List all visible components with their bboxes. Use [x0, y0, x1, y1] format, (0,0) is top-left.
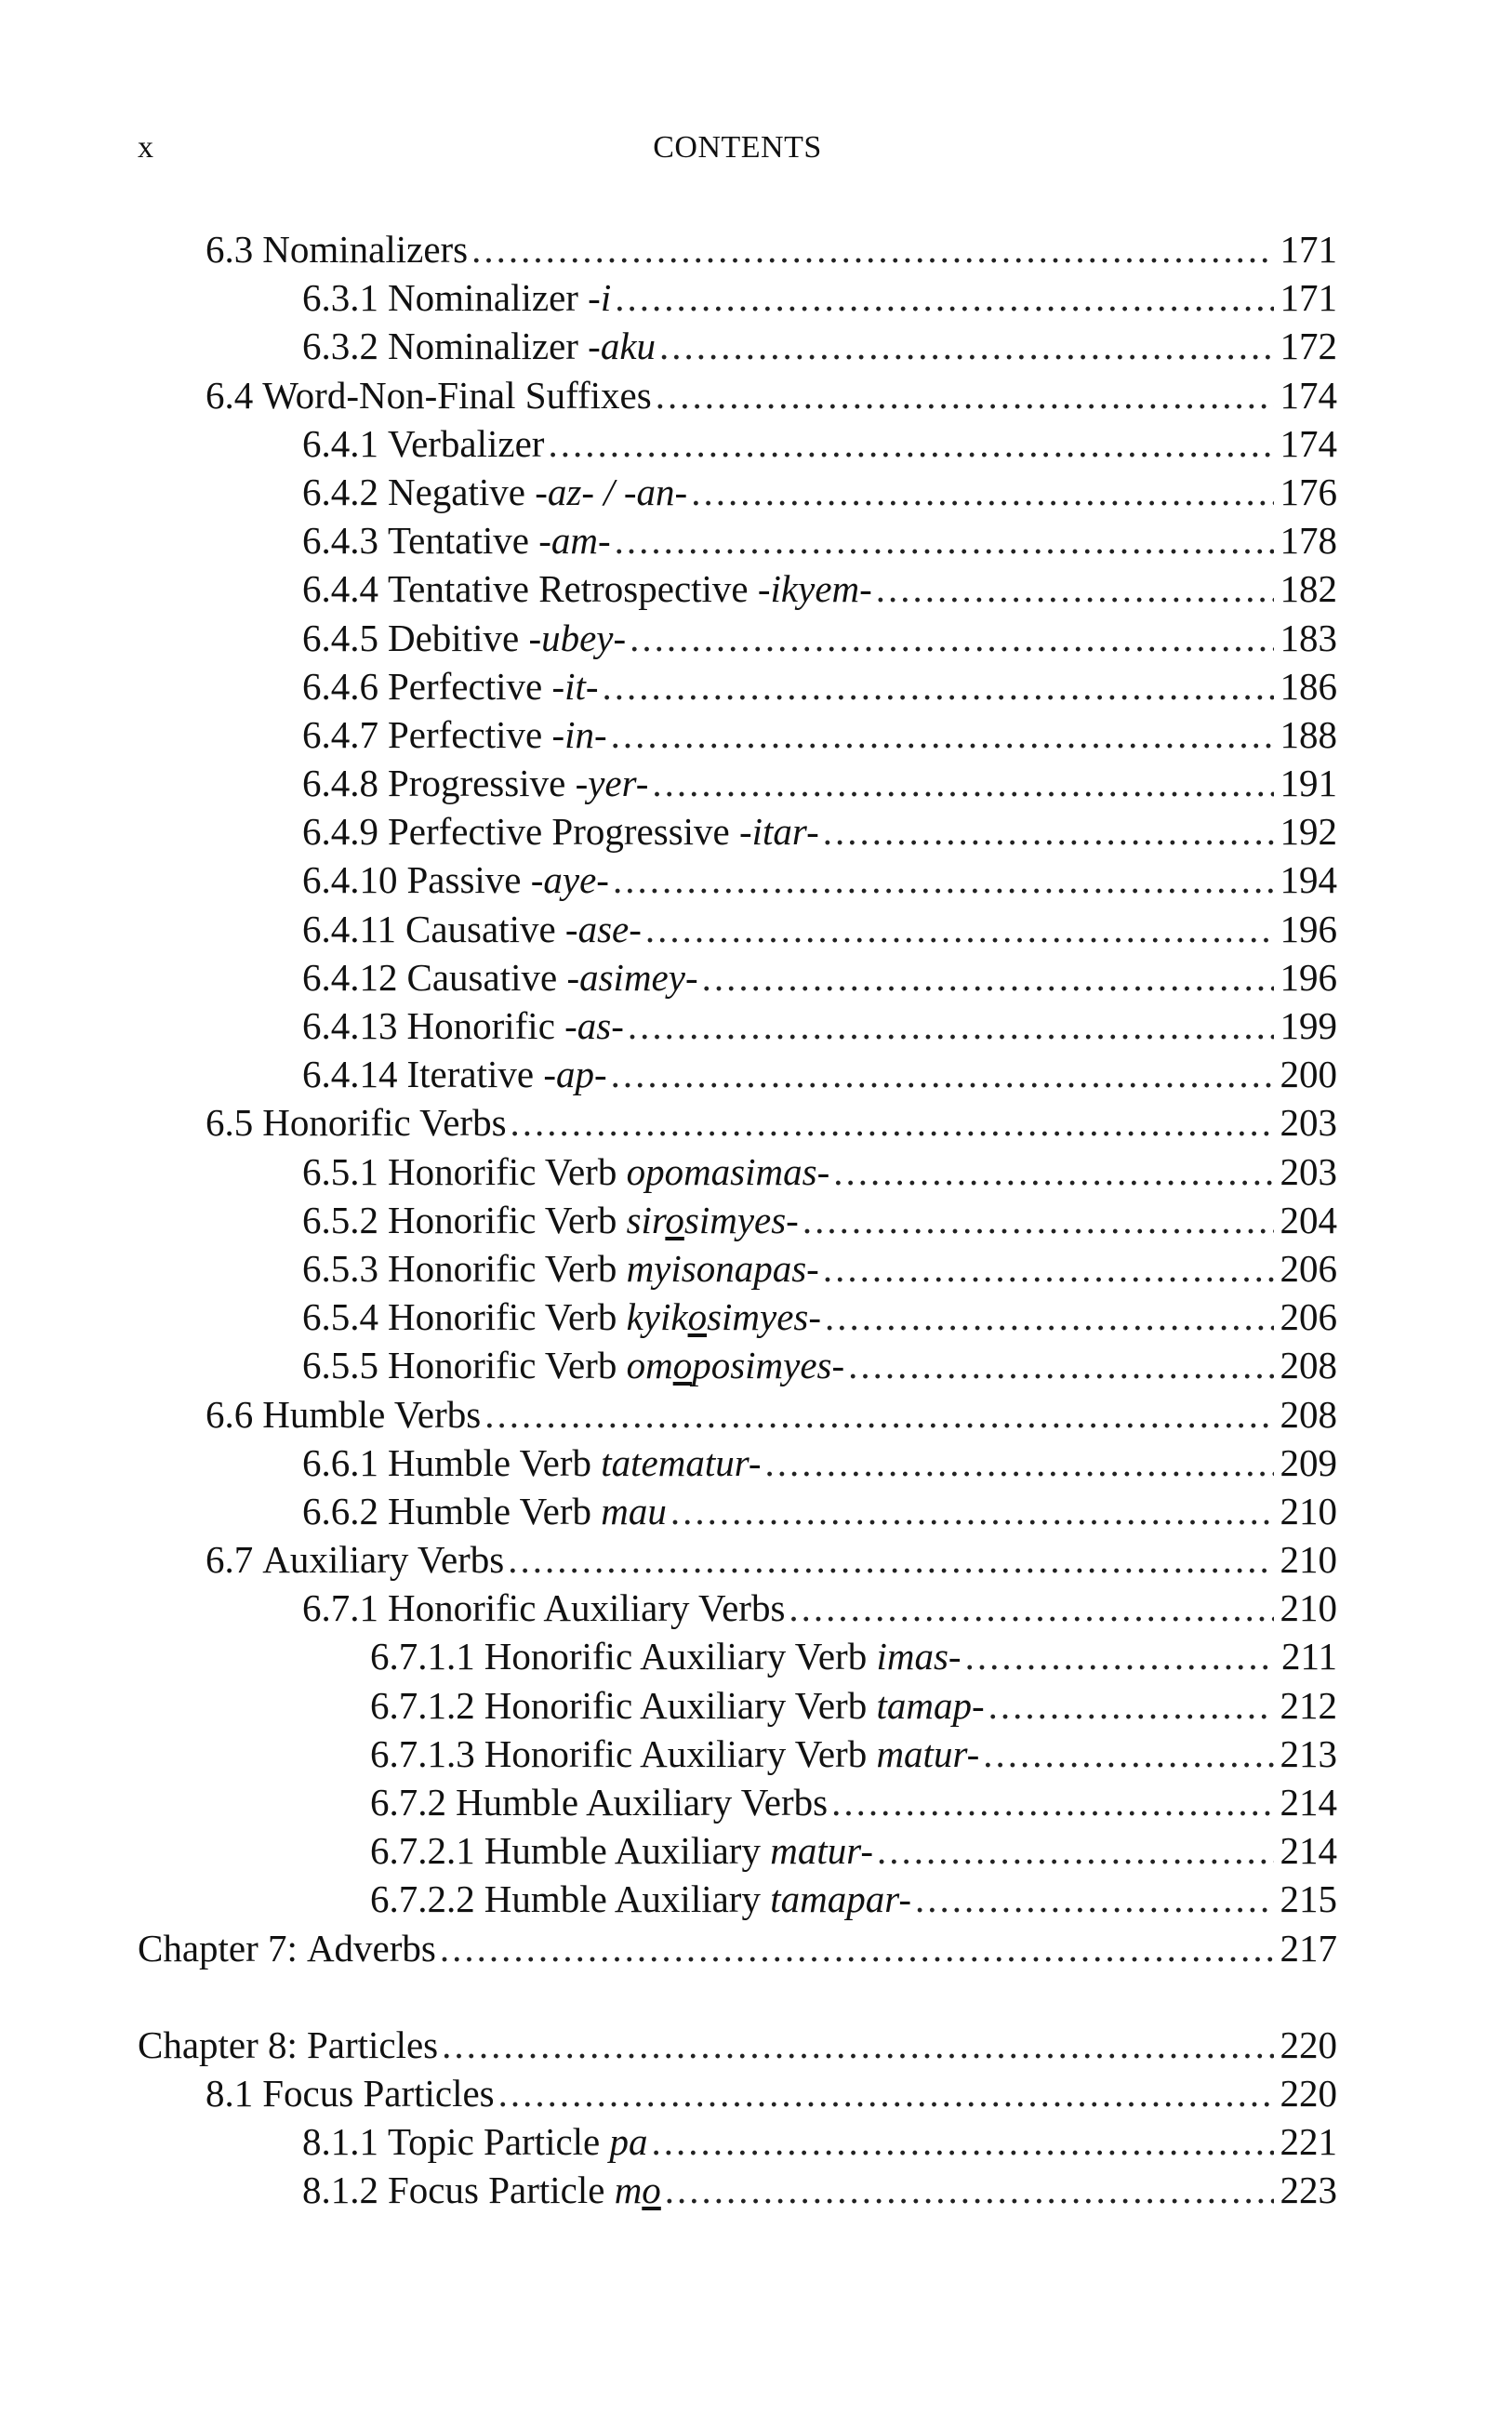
toc-entry-page: 214: [1280, 1781, 1337, 1824]
toc-entry-page: 172: [1280, 325, 1337, 368]
toc-entry-page: 174: [1280, 373, 1337, 417]
toc-entry-term-part: simyes-: [683, 1198, 799, 1241]
toc-entry-title: [206, 2071, 495, 2116]
toc-entry-page: 220: [1280, 2023, 1337, 2066]
dot-leader: [611, 1052, 1274, 1096]
toc-entry: [138, 421, 1337, 470]
toc-entry-title: [302, 1246, 819, 1291]
toc-entry-term-part: posimyes-: [692, 1344, 845, 1387]
toc-entry-page: 203: [1280, 1101, 1337, 1145]
toc-entry: [138, 470, 1337, 518]
toc-entry-text: Causative: [406, 955, 558, 999]
toc-entry: [138, 1343, 1337, 1391]
toc-entry-number: 6.7.1.3: [370, 1731, 475, 1775]
dot-leader: [877, 1828, 1274, 1873]
toc-entry-number: 8.1.2: [302, 2169, 378, 2212]
toc-entry-title: [302, 421, 544, 466]
toc-entry-text: Tentative Retrospective: [388, 567, 749, 611]
toc-entry: [138, 955, 1337, 1003]
toc-entry-page: 223: [1280, 2169, 1337, 2212]
toc-entry-text: Nominalizer: [388, 276, 578, 320]
toc-entry-text: Honorific Verb: [388, 1295, 617, 1339]
toc-entry-term: matur-: [876, 1731, 980, 1775]
toc-entry-number: 6.7.1.1: [370, 1635, 475, 1678]
toc-entry: [138, 1440, 1337, 1489]
toc-entry: [138, 809, 1337, 857]
toc-entry-title: [370, 1634, 962, 1678]
dot-leader: [615, 518, 1274, 563]
toc-entry-title: [302, 1003, 624, 1048]
toc-entry: [138, 712, 1337, 761]
dot-leader: [789, 1585, 1274, 1630]
toc-entry-text: Honorific Verb: [388, 1198, 617, 1241]
toc-entry-number: 6.7.2.1: [370, 1829, 475, 1873]
toc-entry-term: -aye-: [530, 858, 609, 902]
toc-entry-title: [302, 518, 611, 563]
toc-entry-number: 6.5.1: [302, 1149, 378, 1193]
toc-entry-text: Auxiliary Verbs: [262, 1538, 505, 1582]
toc-entry: [138, 324, 1337, 372]
toc-entry: [138, 275, 1337, 324]
toc-entry-number: 6.6.2: [302, 1489, 378, 1532]
dot-leader: [823, 809, 1274, 854]
toc-entry-text: Honorific Auxiliary Verb: [484, 1683, 868, 1727]
toc-entry-title: [302, 664, 599, 709]
toc-entry-title: [206, 1100, 507, 1145]
toc-entry-number: 6.7.2.2: [370, 1877, 475, 1921]
dot-leader: [831, 1780, 1274, 1824]
toc-entry-page: 196: [1280, 955, 1337, 999]
toc-entry: [138, 1537, 1337, 1585]
toc-entry-term-part: kyik: [626, 1295, 688, 1339]
toc-entry: [138, 1052, 1337, 1100]
dot-leader: [656, 373, 1274, 418]
toc-entry: [138, 2023, 1337, 2071]
toc-entry-page: 208: [1280, 1392, 1337, 1436]
toc-entry-term-part: o: [672, 1344, 693, 1387]
toc-entry-text: Honorific Auxiliary Verbs: [388, 1586, 786, 1630]
dot-leader: [823, 1246, 1274, 1291]
toc-entry-text: Debitive: [388, 616, 520, 659]
toc-entry-term: [627, 1295, 821, 1338]
toc-entry-text: Perfective Progressive: [388, 810, 730, 854]
toc-entry-term-part: o: [687, 1295, 708, 1339]
toc-entry-title: [302, 566, 872, 611]
toc-entry: [138, 373, 1337, 421]
toc-entry-number: 6.4.12: [302, 955, 398, 999]
toc-entry-number: 6.6.1: [302, 1440, 378, 1484]
toc-entry-title: [302, 2119, 648, 2164]
toc-entry-term: -asimey-: [566, 955, 698, 999]
dot-leader: [511, 1100, 1274, 1145]
toc-entry-number: 6.3.1: [302, 276, 378, 320]
toc-entry-term: -am-: [538, 519, 611, 563]
toc-entry-text: Honorific Verbs: [262, 1101, 507, 1145]
toc-entry-title: [302, 907, 642, 951]
toc-entry-text: Humble Auxiliary Verbs: [456, 1781, 829, 1824]
toc-entry: [138, 1877, 1337, 1925]
toc-entry-term-part: om: [626, 1344, 673, 1387]
dot-leader: [915, 1877, 1274, 1921]
toc-entry-page: 186: [1280, 664, 1337, 708]
toc-entry-title: [302, 470, 687, 514]
toc-entry-term: -ikyem-: [757, 567, 872, 611]
toc-entry-number: 6.4.4: [302, 567, 378, 611]
toc-entry-term: opomasimas-: [626, 1149, 830, 1193]
toc-entry-term: matur-: [770, 1829, 874, 1873]
toc-entry-title: [302, 712, 607, 757]
toc-entry-term-part: o: [665, 1198, 684, 1241]
toc-entry-number: 6.4.9: [302, 810, 378, 854]
toc-entry-text: Honorific Verb: [388, 1246, 617, 1290]
toc-entry-page: 211: [1281, 1635, 1337, 1678]
toc-entry-page: 171: [1280, 276, 1337, 320]
toc-entry-number: 6.4.5: [302, 616, 378, 659]
toc-entry-number: 6.4.8: [302, 762, 378, 805]
toc-entry: [138, 1246, 1337, 1294]
toc-entry: [138, 616, 1337, 664]
page-header: [138, 130, 1337, 177]
toc-entry-term-part: m: [614, 2169, 643, 2212]
toc-entry-title: [302, 1440, 762, 1485]
toc-entry-number: 6.7.1.2: [370, 1683, 475, 1727]
toc-entry-term: mau: [601, 1489, 667, 1532]
toc-entry: [138, 857, 1337, 906]
toc-entry-number: 8.1: [206, 2071, 254, 2115]
toc-entry-number: 6.7.1: [302, 1586, 378, 1630]
toc-entry-term: -yer-: [575, 762, 649, 805]
toc-entry-text: Verbalizer: [388, 421, 545, 465]
toc-entry-page: 210: [1280, 1489, 1337, 1532]
toc-entry-page: 217: [1280, 1926, 1337, 1970]
toc-entry-title: [302, 1343, 844, 1387]
toc-entry-page: 178: [1280, 519, 1337, 563]
toc-entry-term: -ap-: [543, 1053, 607, 1096]
dot-leader: [652, 761, 1274, 805]
toc-entry-text: Perfective: [388, 712, 543, 756]
toc-entry-page: 210: [1280, 1586, 1337, 1630]
toc-entry-number: 6.4.10: [302, 858, 398, 902]
toc-entry-term: -aku: [588, 325, 657, 368]
toc-entry-term: -as-: [564, 1004, 624, 1047]
toc-entry-page: 196: [1280, 907, 1337, 950]
dot-leader: [876, 566, 1274, 611]
toc-entry-title: [302, 1489, 667, 1533]
toc-entry-term: -itar-: [739, 810, 819, 854]
toc-entry-text: Passive: [406, 858, 522, 902]
toc-entry-number: 6.4: [206, 373, 254, 417]
toc-entry-text: Negative: [388, 470, 525, 513]
dot-leader: [765, 1440, 1274, 1485]
toc-entry-number: 6.7.2: [370, 1781, 446, 1824]
toc-entry-page: 199: [1280, 1004, 1337, 1047]
toc-entry: [138, 2071, 1337, 2119]
toc-entry-text: Honorific Verb: [388, 1344, 617, 1387]
toc-entry-page: 183: [1280, 616, 1337, 659]
toc-entry-term: [627, 1199, 799, 1241]
toc-entry-title: [206, 1392, 481, 1437]
toc-entry-text: Honorific: [406, 1004, 555, 1047]
dot-leader: [965, 1634, 1274, 1678]
toc-entry: [138, 761, 1337, 809]
toc-entry-page: 221: [1280, 2120, 1337, 2164]
toc-entry-title: [206, 227, 468, 272]
toc-entry-number: 6.5.4: [302, 1295, 378, 1339]
toc-entry-text: Humble Auxiliary: [484, 1877, 761, 1921]
dot-leader: [628, 1003, 1274, 1048]
toc-entry-term: [627, 1344, 845, 1386]
toc-entry-term: -in-: [551, 712, 607, 756]
toc-entry-page: 214: [1280, 1829, 1337, 1873]
toc-entry-number: 6.5: [206, 1101, 254, 1145]
dot-leader: [603, 664, 1274, 709]
toc-entry: [138, 1926, 1337, 1974]
dot-leader: [802, 1198, 1274, 1242]
dot-leader: [508, 1537, 1274, 1582]
toc-entry-number: 6.5.5: [302, 1344, 378, 1387]
toc-entry-title: [302, 2168, 661, 2212]
dot-leader: [659, 324, 1274, 368]
toc-entry-number: 6.4.3: [302, 519, 378, 563]
dot-leader: [833, 1149, 1274, 1194]
toc-entry-title: [302, 616, 626, 660]
toc-entry: [138, 1683, 1337, 1731]
running-head: CONTENTS: [653, 130, 822, 165]
toc-entry-title: [302, 809, 819, 854]
toc-entry-title: [138, 1926, 436, 1970]
toc-entry-title: [302, 761, 648, 805]
toc-entry-text: Word-Non-Final Suffixes: [262, 373, 652, 417]
dot-leader: [484, 1392, 1274, 1437]
toc-entry-page: 203: [1280, 1149, 1337, 1193]
toc-entry-page: 206: [1280, 1246, 1337, 1290]
toc-entry-page: 194: [1280, 858, 1337, 902]
toc-entry-term: -ubey-: [528, 616, 627, 659]
dot-leader: [645, 907, 1274, 951]
toc-entry-text: Honorific Verb: [388, 1149, 617, 1193]
toc-entry-term: tamapar-: [770, 1877, 912, 1921]
toc-entry-number: 6.6: [206, 1392, 254, 1436]
toc-entry-number: 6.4.2: [302, 470, 378, 513]
toc-entry-page: 213: [1280, 1731, 1337, 1775]
toc-entry-term: -i: [588, 276, 612, 320]
toc-entry-page: 220: [1280, 2071, 1337, 2115]
toc-entry-page: 191: [1280, 762, 1337, 805]
toc-entry-page: 200: [1280, 1053, 1337, 1096]
toc-entry: [138, 1392, 1337, 1440]
toc-entry: [138, 1198, 1337, 1246]
toc-entry: [138, 1003, 1337, 1052]
toc-entry-term: -it-: [551, 664, 599, 708]
dot-leader: [498, 2071, 1274, 2116]
toc-entry-title: [370, 1683, 985, 1728]
toc-entry-number: 6.4.6: [302, 664, 378, 708]
toc-entry-title: [302, 1198, 799, 1242]
toc-entry: [138, 1100, 1337, 1148]
dot-leader: [670, 1489, 1274, 1533]
toc-entry-text: Humble Verbs: [262, 1392, 482, 1436]
dot-leader: [988, 1683, 1274, 1728]
dot-leader: [440, 1926, 1274, 1970]
dot-leader: [471, 227, 1274, 272]
toc-entry-text: Humble Auxiliary: [484, 1829, 761, 1873]
toc-entry-text: Progressive: [388, 762, 566, 805]
dot-leader: [665, 2168, 1274, 2212]
toc-entry: [138, 1149, 1337, 1198]
toc-entry: [138, 664, 1337, 712]
toc-entry-text: Focus Particles: [262, 2071, 495, 2115]
toc-entry-title: [302, 955, 698, 1000]
toc-entry-number: 6.5.3: [302, 1246, 378, 1290]
toc-entry-page: 176: [1280, 470, 1337, 513]
toc-entry-text: Honorific Auxiliary Verb: [484, 1731, 868, 1775]
toc-entry-title: [370, 1780, 828, 1824]
toc-entry-text: Humble Verb: [388, 1440, 592, 1484]
dot-leader: [613, 857, 1274, 902]
toc-entry-term: [615, 2169, 661, 2211]
dot-leader: [848, 1343, 1274, 1387]
toc-entry-number: 6.4.7: [302, 712, 378, 756]
toc-entry-title: [370, 1731, 979, 1776]
toc-entry-text: Iterative: [406, 1053, 535, 1096]
toc-entry-text: Tentative: [388, 519, 529, 563]
toc-entry: [138, 1294, 1337, 1343]
toc-entry-term-part: o: [642, 2169, 661, 2212]
dot-leader: [691, 470, 1274, 514]
toc-entry-term-part: simyes-: [707, 1295, 822, 1339]
toc-entry-title: [302, 1052, 607, 1096]
toc-entry-number: 6.4.13: [302, 1004, 398, 1047]
toc-entry-term: imas-: [876, 1635, 962, 1678]
toc-entry: [138, 566, 1337, 615]
dot-leader: [702, 955, 1274, 1000]
toc-entry: [138, 2119, 1337, 2168]
toc-entry-title: [302, 324, 656, 368]
toc-entry-number: 6.4.1: [302, 421, 378, 465]
dot-leader: [611, 712, 1274, 757]
toc-entry-term: tatematur-: [601, 1440, 762, 1484]
table-of-contents: [138, 227, 1337, 2217]
toc-entry-text: Nominalizers: [262, 228, 469, 271]
toc-entry-text: Topic Particle: [388, 2120, 601, 2164]
toc-entry-title: [206, 373, 652, 418]
toc-entry-term: -az- / -an-: [535, 470, 688, 513]
dot-leader: [652, 2119, 1275, 2164]
toc-entry-title: [302, 857, 609, 902]
dot-leader: [630, 616, 1274, 660]
toc-entry-title: [206, 1537, 504, 1582]
toc-entry-title: [302, 275, 611, 320]
toc-entry-term: myisonapas-: [626, 1246, 819, 1290]
toc-entry: [138, 1731, 1337, 1780]
toc-entry-title: [138, 2023, 438, 2067]
toc-entry: [138, 1489, 1337, 1537]
toc-entry-number: 6.4.14: [302, 1053, 398, 1096]
toc-entry-term-part: sir: [626, 1198, 666, 1241]
toc-entry-text: Causative: [405, 907, 556, 950]
toc-entry-page: 204: [1280, 1198, 1337, 1241]
dot-leader: [442, 2023, 1274, 2067]
toc-entry-term: pa: [609, 2120, 648, 2164]
toc-entry-number: 8.1.1: [302, 2120, 378, 2164]
toc-entry: [138, 1828, 1337, 1877]
toc-entry-term: tamap-: [876, 1683, 985, 1727]
toc-entry: [138, 1585, 1337, 1634]
dot-leader: [983, 1731, 1274, 1776]
toc-entry-page: 215: [1280, 1877, 1337, 1921]
toc-entry-page: 192: [1280, 810, 1337, 854]
toc-entry-number: Chapter 7:: [138, 1926, 298, 1970]
toc-entry-page: 209: [1280, 1440, 1337, 1484]
toc-entry-text: Particles: [306, 2023, 439, 2066]
toc-entry: [138, 518, 1337, 566]
toc-entry-page: 171: [1280, 228, 1337, 271]
toc-entry-term: -ase-: [564, 907, 642, 950]
toc-entry-text: Honorific Auxiliary Verb: [484, 1635, 868, 1678]
toc-entry-page: 210: [1280, 1538, 1337, 1582]
toc-entry-number: 6.3.2: [302, 325, 378, 368]
dot-leader: [615, 275, 1274, 320]
toc-entry: [138, 2168, 1337, 2216]
toc-entry-page: 174: [1280, 421, 1337, 465]
toc-entry-title: [302, 1585, 785, 1630]
toc-entry-title: [370, 1828, 873, 1873]
toc-entry: [138, 1634, 1337, 1682]
toc-entry-number: Chapter 8:: [138, 2023, 298, 2066]
toc-entry-number: 6.7: [206, 1538, 254, 1582]
toc-entry-page: 212: [1280, 1683, 1337, 1727]
toc-entry-page: 188: [1280, 712, 1337, 756]
toc-entry-page: 208: [1280, 1344, 1337, 1387]
toc-entry-text: Focus Particle: [388, 2169, 605, 2212]
toc-entry-number: 6.3: [206, 228, 254, 271]
page-number: x: [138, 130, 153, 165]
toc-entry-text: Nominalizer: [388, 325, 578, 368]
dot-leader: [825, 1294, 1274, 1339]
toc-entry-title: [370, 1877, 911, 1921]
toc-entry-title: [302, 1149, 829, 1194]
toc-entry-number: 6.5.2: [302, 1198, 378, 1241]
toc-entry: [138, 907, 1337, 955]
toc-entry-page: 206: [1280, 1295, 1337, 1339]
toc-entry: [138, 227, 1337, 275]
toc-entry-text: Perfective: [388, 664, 543, 708]
toc-entry-text: Humble Verb: [388, 1489, 592, 1532]
dot-leader: [548, 421, 1274, 466]
toc-entry-title: [302, 1294, 821, 1339]
toc-entry: [138, 1780, 1337, 1828]
toc-entry-number: 6.4.11: [302, 907, 396, 950]
toc-entry-text: Adverbs: [306, 1926, 436, 1970]
toc-entry-page: 182: [1280, 567, 1337, 611]
